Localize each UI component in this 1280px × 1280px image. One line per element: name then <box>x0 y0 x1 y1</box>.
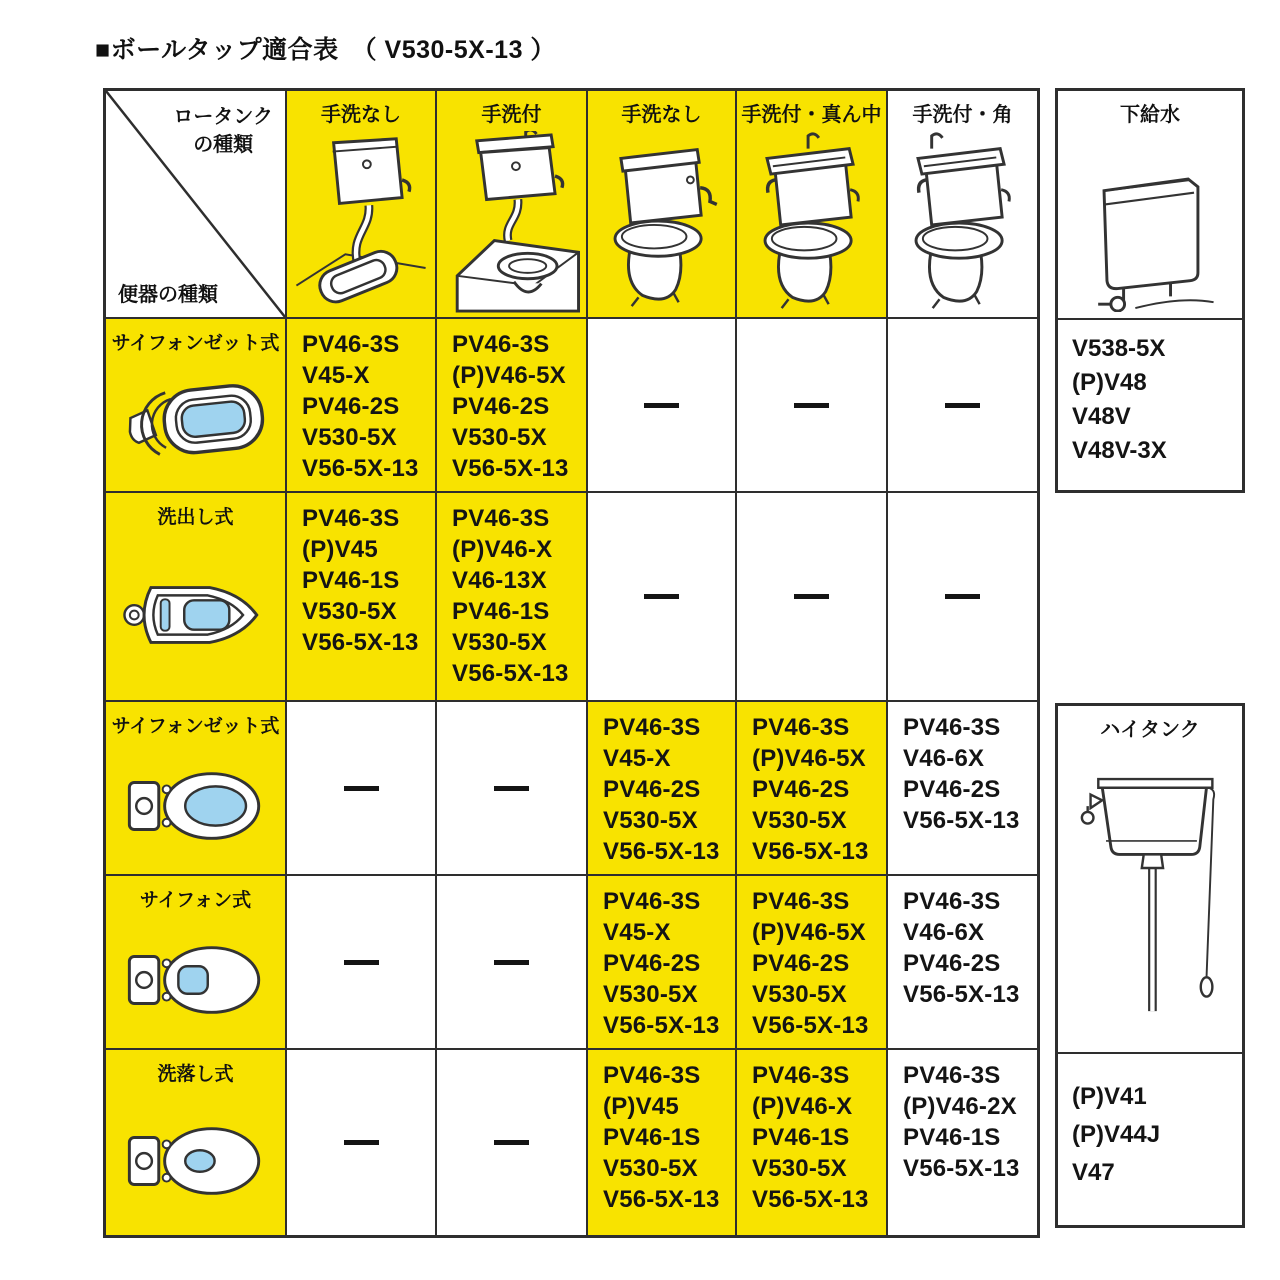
page-title: ■ボールタップ適合表 （ V530-5X-13 ） <box>95 36 556 64</box>
dash-icon <box>945 403 980 408</box>
siphon-toilet-top-view-icon <box>117 931 275 1029</box>
column-header-handwash-squat <box>437 91 588 319</box>
parts-cell: PV46-3S (P)V46-5X PV46-2S V530-5X V56-5X-13 <box>437 319 588 493</box>
empty-cell <box>287 1050 437 1235</box>
empty-cell <box>888 493 1037 702</box>
dash-icon <box>494 1140 529 1145</box>
siphon-jet-toilet-top-view-icon <box>117 757 275 855</box>
dash-icon <box>644 403 679 408</box>
washdown-toilet-top-view-icon <box>117 1112 275 1210</box>
bottom-supply-panel <box>1055 88 1245 493</box>
parts-cell: PV46-3S V46-6X PV46-2S V56-5X-13 <box>888 702 1037 876</box>
parts-cell: PV46-3S (P)V45 PV46-1S V530-5X V56-5X-13 <box>287 493 437 702</box>
parts-cell: PV46-3S (P)V46-5X PV46-2S V530-5X V56-5X-13 <box>737 702 888 876</box>
corner-label-line2: の種類 <box>193 134 254 156</box>
dash-icon <box>494 960 529 965</box>
row-header-label: サイフォン式 <box>139 890 252 911</box>
column-header-no-handwash-toilet <box>588 91 737 319</box>
dash-icon <box>794 594 829 599</box>
empty-cell <box>588 493 737 702</box>
siphon-jet-squat-top-view-icon <box>117 374 275 472</box>
empty-cell <box>888 319 1037 493</box>
empty-cell <box>287 876 437 1050</box>
dash-icon <box>494 786 529 791</box>
washout-squat-top-view-icon <box>117 566 275 664</box>
column-header-label: 手洗なし <box>321 104 401 126</box>
corner-label-tank-type <box>173 103 273 159</box>
parts-cell: PV46-3S V45-X PV46-2S V530-5X V56-5X-13 <box>588 876 737 1050</box>
row-header-washout <box>106 493 287 702</box>
parts-cell: PV46-3S (P)V46-X PV46-1S V530-5X V56-5X-13 <box>737 1050 888 1235</box>
parts-cell: PV46-3S V45-X PV46-2S V530-5X V56-5X-13 <box>588 702 737 876</box>
dash-icon <box>945 594 980 599</box>
column-header-label: 手洗なし <box>621 104 702 126</box>
row-header-washdown <box>106 1050 287 1235</box>
empty-cell <box>437 1050 588 1235</box>
parts-cell: PV46-3S (P)V46-2X PV46-1S V56-5X-13 <box>888 1050 1037 1235</box>
empty-cell <box>737 319 888 493</box>
bottom-supply-tank-icon <box>1075 134 1225 312</box>
column-header-label: 手洗付・真ん中 <box>741 104 882 126</box>
compatibility-table <box>103 88 1040 1238</box>
dash-icon <box>794 403 829 408</box>
high-tank-header <box>1058 706 1242 1054</box>
column-header-no-handwash-squat <box>287 91 437 319</box>
corner-label-line1: ロータンク <box>173 106 273 128</box>
column-header-label: 手洗付・角 <box>912 104 1013 126</box>
row-header-label: 洗落し式 <box>157 1064 234 1085</box>
high-tank-panel <box>1055 703 1245 1228</box>
toilet-no-handwash-icon <box>593 131 731 313</box>
empty-cell <box>437 876 588 1050</box>
dash-icon <box>344 1140 379 1145</box>
parts-cell: PV46-3S (P)V46-5X PV46-2S V530-5X V56-5X-13 <box>737 876 888 1050</box>
high-tank-label: ハイタンク <box>1100 719 1200 741</box>
high-tank-icon <box>1073 752 1228 1042</box>
empty-cell <box>437 702 588 876</box>
parts-cell: PV46-3S V46-6X PV46-2S V56-5X-13 <box>888 876 1037 1050</box>
high-tank-parts: (P)V41 (P)V44J V47 <box>1072 1083 1161 1186</box>
dash-icon <box>644 594 679 599</box>
bottom-supply-parts: V538-5X (P)V48 V48V V48V-3X <box>1072 335 1167 464</box>
dash-icon <box>344 786 379 791</box>
dash-icon <box>344 960 379 965</box>
row-header-label: 洗出し式 <box>157 507 234 528</box>
row-header-siphon-toilet <box>106 876 287 1050</box>
empty-cell <box>588 319 737 493</box>
squat-toilet-handwash-tank-icon <box>443 131 581 313</box>
parts-cell: PV46-3S V45-X PV46-2S V530-5X V56-5X-13 <box>287 319 437 493</box>
bottom-supply-label: 下給水 <box>1120 104 1180 126</box>
empty-cell <box>737 493 888 702</box>
column-header-label: 手洗付 <box>481 104 542 126</box>
corner-header-cell <box>106 91 287 319</box>
squat-toilet-corner-tank-icon <box>292 131 430 313</box>
row-header-label: サイフォンゼット式 <box>111 716 280 737</box>
column-header-handwash-center <box>737 91 888 319</box>
empty-cell <box>287 702 437 876</box>
row-header-siphon-jet-squat <box>106 319 287 493</box>
corner-label-bowl-type: 便器の種類 <box>118 284 218 306</box>
row-header-siphon-jet-toilet <box>106 702 287 876</box>
toilet-handwash-center-icon <box>743 131 881 313</box>
toilet-handwash-corner-icon <box>894 131 1032 313</box>
bottom-supply-header <box>1058 91 1242 320</box>
row-header-label: サイフォンゼット式 <box>111 333 280 354</box>
column-header-handwash-corner <box>888 91 1037 319</box>
parts-cell: PV46-3S (P)V45 PV46-1S V530-5X V56-5X-13 <box>588 1050 737 1235</box>
parts-cell: PV46-3S (P)V46-X V46-13X PV46-1S V530-5X V56-5X-13 <box>437 493 588 702</box>
